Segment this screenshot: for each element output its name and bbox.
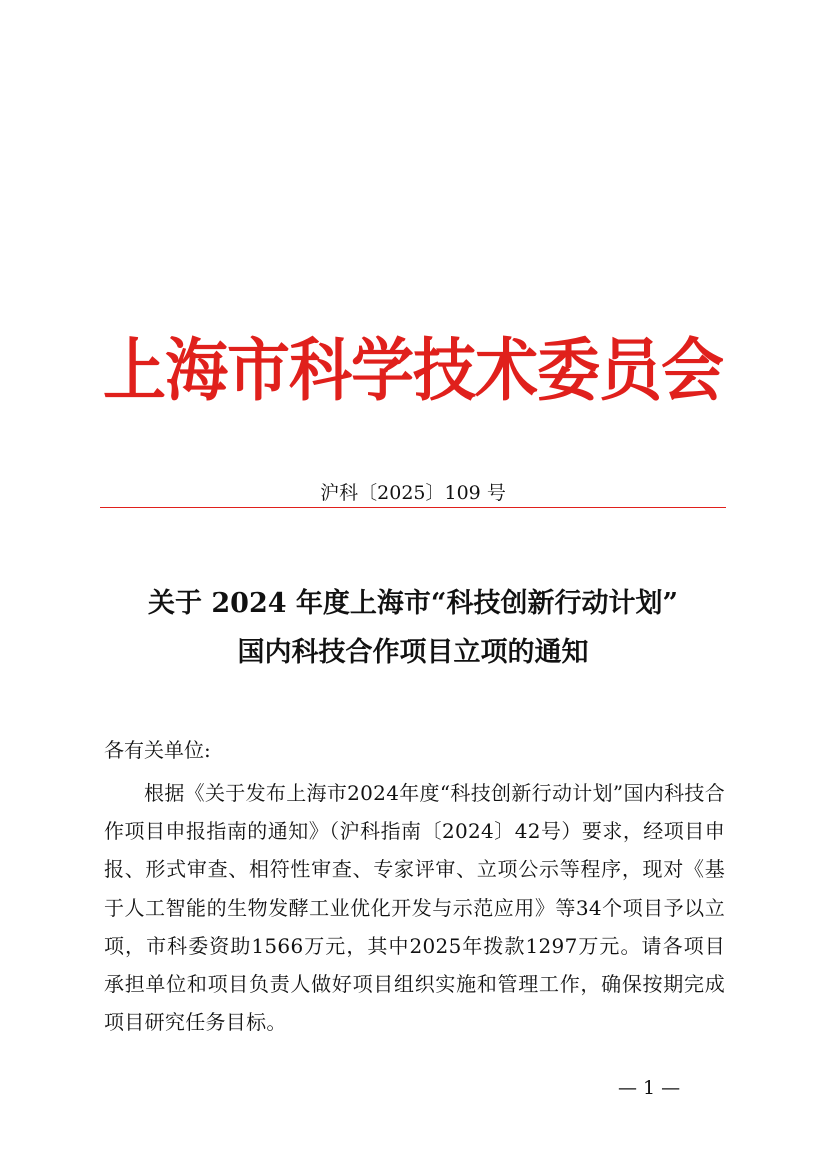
body-paragraph: 根据《关于发布上海市2024年度“科技创新行动计划”国内科技合作项目申报指南的通知》（沪科指南〔2024〕42号）要求，经项目申报、形式审查、相符性审查、专家评审、立项公示等程序，现对《基于人工智能的生物发酵工业优化开发与示范应用》等34个项目予以立项，市科委资助1566万元，其中2025年拨款1297万元。请各项目承担单位和项目负责人做好项目组织实施和管理工作，确保按期完成项目研究任务目标。 xyxy=(104,781,725,1035)
title-line-1: 关于 2024 年度上海市“科技创新行动计划” xyxy=(147,588,678,619)
page-number: — 1 — xyxy=(618,1077,681,1099)
agency-header: 上海市科学技术委员会 xyxy=(103,330,723,410)
document-title xyxy=(0,579,826,677)
document-number: 沪科〔2025〕109 号 xyxy=(320,482,506,504)
salutation: 各有关单位: xyxy=(104,738,211,762)
title-line-2: 国内科技合作项目立项的通知 xyxy=(237,637,589,668)
red-divider-line xyxy=(100,507,726,508)
